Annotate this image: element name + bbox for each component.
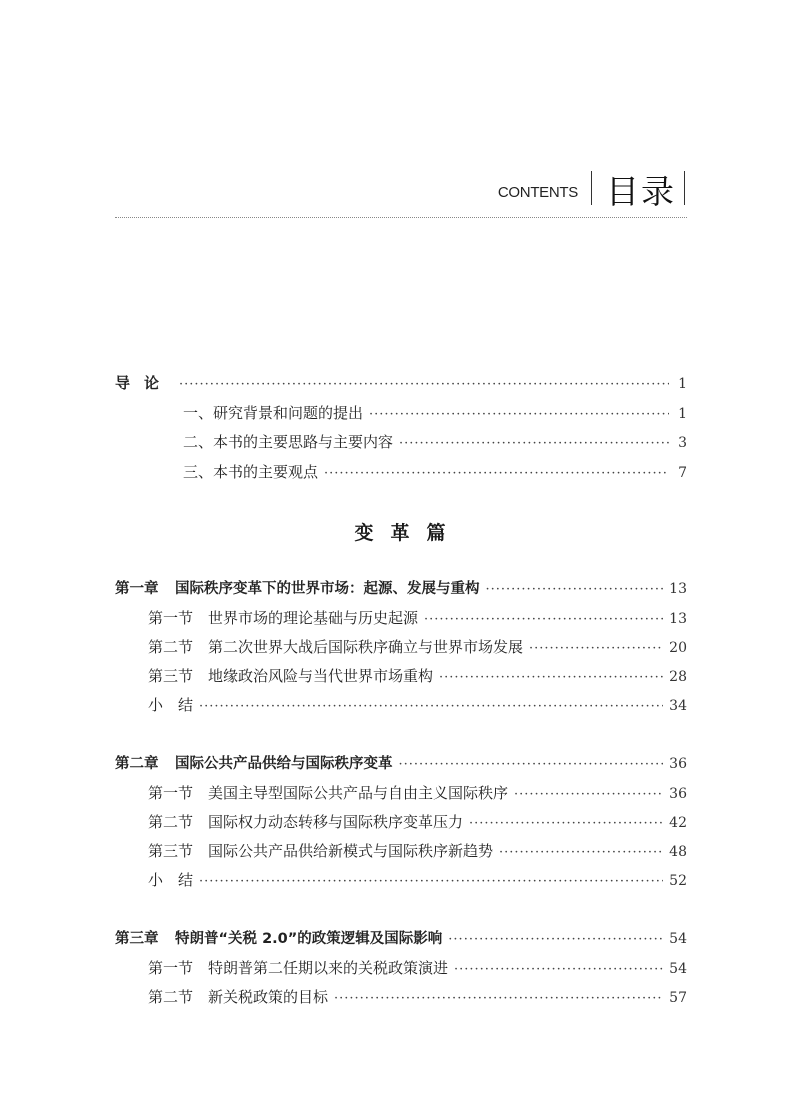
page-number: 34 [669,698,687,714]
page-number: 36 [669,786,687,802]
entry-title: 三、本书的主要观点 [183,463,319,481]
dot-leader [499,842,663,864]
toc-entry-section[interactable] [115,986,687,1008]
section-title: 美国主导型国际公共产品与自由主义国际秩序 [208,784,509,802]
dot-leader [529,638,663,660]
chapter-number: 第三章 [115,931,159,947]
section-number: 第一节 [148,959,194,977]
chapter-title: 国际秩序变革下的世界市场：起源、发展与重构 [175,581,480,597]
page-number: 20 [669,640,687,656]
toc-entry-section[interactable] [115,636,687,658]
toc-entry-intro-item[interactable] [115,461,687,483]
page-number: 36 [669,756,687,772]
page-number: 1 [678,406,687,422]
page-number: 13 [669,611,687,627]
chapter-number: 第一章 [115,581,159,597]
entry-title: 一、研究背景和问题的提出 [183,404,364,422]
section-number: 第三节 [148,667,194,685]
page-number: 7 [678,465,687,481]
page-number: 13 [669,581,687,597]
section-title: 世界市场的理论基础与历史起源 [208,609,419,627]
section-title: 国际公共产品供给新模式与国际秩序新趋势 [208,842,494,860]
page-number: 28 [669,669,687,685]
toc-entry-section[interactable] [115,665,687,687]
page-number: 3 [678,435,687,451]
title-bar-right [684,171,685,205]
intro-label: 导论 [115,374,174,392]
toc-entry-chapter[interactable] [115,928,687,950]
toc-entry-section[interactable] [115,840,687,862]
dot-leader [439,667,663,689]
dot-leader [486,579,664,601]
section-title: 第二次世界大战后国际秩序确立与世界市场发展 [208,638,524,656]
toc-entry-section[interactable] [115,957,687,979]
header-divider [115,217,687,218]
chapter-title: 特朗普“关税 2.0”的政策逻辑及国际影响 [175,931,443,947]
section-number: 第二节 [148,988,194,1006]
dot-leader [454,959,663,981]
page-number: 54 [669,961,687,977]
section-title: 国际权力动态转移与国际秩序变革压力 [208,813,464,831]
dot-leader [424,609,663,631]
dot-leader [334,988,663,1010]
dot-leader [448,929,663,951]
page-number: 48 [669,844,687,860]
toc-entry-summary[interactable] [115,869,687,891]
section-number: 第二节 [148,638,194,656]
chapter-title: 国际公共产品供给与国际秩序变革 [175,756,393,772]
page-number: 42 [669,815,687,831]
dot-leader [514,784,663,806]
section-title: 地缘政治风险与当代世界市场重构 [208,667,434,685]
dot-leader [324,463,669,485]
dot-leader [369,404,669,426]
section-number: 第三节 [148,842,194,860]
toc-entry-intro-item[interactable] [115,431,687,453]
dot-leader [199,871,663,893]
section-number: 第一节 [148,784,194,802]
summary-label: 小 结 [148,696,194,714]
page-title: 目录 [606,172,676,211]
toc-entry-intro[interactable] [115,372,687,394]
toc-entry-section[interactable] [115,811,687,833]
dot-leader [469,813,663,835]
toc-entry-intro-item[interactable] [115,402,687,424]
chapter-number: 第二章 [115,756,159,772]
title-bar-left [591,171,592,205]
toc-entry-section[interactable] [115,782,687,804]
page-number: 57 [669,990,687,1006]
entry-title: 二、本书的主要思路与主要内容 [183,433,394,451]
contents-label: CONTENTS [497,184,578,201]
section-number: 第一节 [148,609,194,627]
section-title: 新关税政策的目标 [208,988,329,1006]
summary-label: 小 结 [148,871,194,889]
toc-entry-chapter[interactable] [115,578,687,600]
dot-leader [199,696,663,718]
page-number: 54 [669,931,687,947]
dot-leader [399,754,664,776]
toc-entry-section[interactable] [115,607,687,629]
page-number: 1 [678,376,687,392]
page-number: 52 [669,873,687,889]
toc-entry-summary[interactable] [115,694,687,716]
section-title: 特朗普第二任期以来的关税政策演进 [208,959,449,977]
toc-entry-chapter[interactable] [115,753,687,775]
dot-leader [399,433,669,455]
section-number: 第二节 [148,813,194,831]
dot-leader [179,374,669,396]
part-title: 变革篇 [354,522,463,544]
